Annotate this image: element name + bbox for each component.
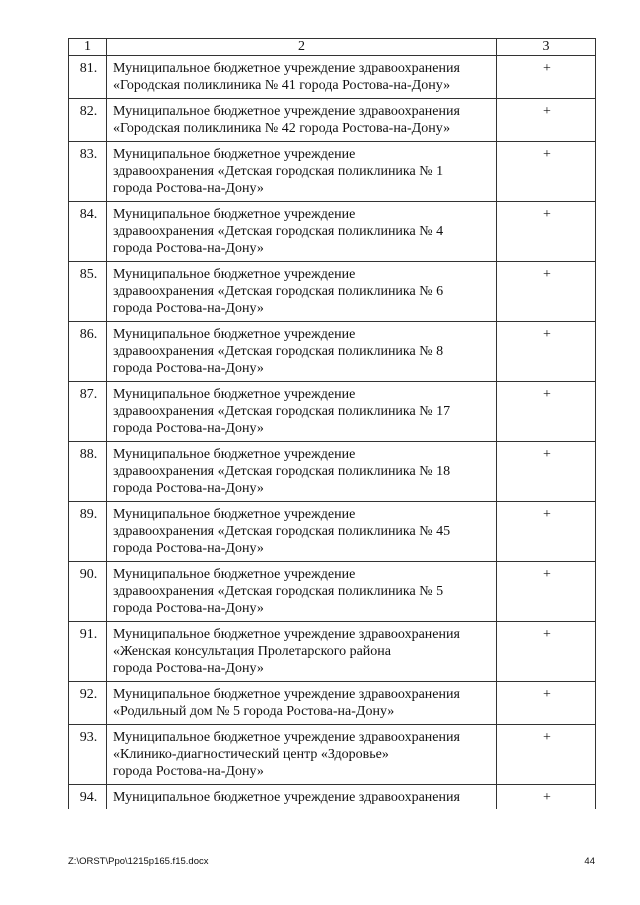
row-number: 89. bbox=[69, 502, 107, 562]
institution-name-line: Муниципальное бюджетное учреждение здравоохранения bbox=[113, 687, 460, 702]
inclusion-mark: + bbox=[497, 56, 596, 99]
institution-name bbox=[107, 502, 497, 562]
institution-name bbox=[107, 622, 497, 682]
institution-name-line: Муниципальное бюджетное учреждение здравоохранения bbox=[113, 104, 460, 119]
institution-name-line: города Ростова-на-Дону» bbox=[113, 601, 264, 616]
inclusion-mark: + bbox=[497, 562, 596, 622]
institution-name-line: Муниципальное бюджетное учреждение bbox=[113, 567, 356, 582]
institution-name-line: Муниципальное бюджетное учреждение здравоохранения bbox=[113, 627, 460, 642]
institution-name-line: города Ростова-на-Дону» bbox=[113, 301, 264, 316]
row-number: 93. bbox=[69, 725, 107, 785]
footer-page-number: 44 bbox=[584, 856, 595, 867]
inclusion-mark: + bbox=[497, 99, 596, 142]
table-header-row bbox=[69, 39, 596, 56]
table-row bbox=[69, 682, 596, 725]
header-cell-2: 2 bbox=[107, 39, 497, 56]
inclusion-mark: + bbox=[497, 322, 596, 382]
inclusion-mark: + bbox=[497, 142, 596, 202]
institution-name-line: города Ростова-на-Дону» bbox=[113, 181, 264, 196]
institution-name-line: здравоохранения «Детская городская поликлиника № 5 bbox=[113, 584, 444, 599]
institution-name-line: Муниципальное бюджетное учреждение bbox=[113, 147, 356, 162]
header-cell-1: 1 bbox=[69, 39, 107, 56]
institution-name-line: Муниципальное бюджетное учреждение здравоохранения bbox=[113, 61, 460, 76]
institution-name-line: здравоохранения «Детская городская поликлиника № 4 bbox=[113, 224, 444, 239]
row-number: 91. bbox=[69, 622, 107, 682]
institution-name-line: «Женская консультация Пролетарского района bbox=[113, 644, 391, 659]
table-row bbox=[69, 56, 596, 99]
inclusion-mark: + bbox=[497, 202, 596, 262]
row-number: 86. bbox=[69, 322, 107, 382]
table-row bbox=[69, 262, 596, 322]
row-number: 82. bbox=[69, 99, 107, 142]
table-row bbox=[69, 202, 596, 262]
table-row bbox=[69, 785, 596, 810]
institution-name-line: «Родильный дом № 5 города Ростова-на-Дону» bbox=[113, 704, 395, 719]
institution-name bbox=[107, 262, 497, 322]
inclusion-mark: + bbox=[497, 682, 596, 725]
footer-file-path: Z:\ORST\Ppo\1215p165.f15.docx bbox=[68, 856, 209, 867]
institution-name bbox=[107, 322, 497, 382]
header-cell-3: 3 bbox=[497, 39, 596, 56]
table-row bbox=[69, 725, 596, 785]
institution-name-line: «Городская поликлиника № 41 города Ростова-на-Дону» bbox=[113, 78, 451, 93]
inclusion-mark: + bbox=[497, 382, 596, 442]
table-row bbox=[69, 562, 596, 622]
institution-name bbox=[107, 725, 497, 785]
table-row bbox=[69, 142, 596, 202]
institution-name-line: «Городская поликлиника № 42 города Ростова-на-Дону» bbox=[113, 121, 451, 136]
institution-name-line: Муниципальное бюджетное учреждение bbox=[113, 507, 356, 522]
institution-name-line: здравоохранения «Детская городская поликлиника № 8 bbox=[113, 344, 444, 359]
table-row bbox=[69, 442, 596, 502]
institution-name-line: Муниципальное бюджетное учреждение bbox=[113, 327, 356, 342]
row-number: 81. bbox=[69, 56, 107, 99]
table-row bbox=[69, 622, 596, 682]
institution-name bbox=[107, 562, 497, 622]
institutions-table bbox=[68, 38, 596, 809]
institution-name-line: здравоохранения «Детская городская поликлиника № 17 bbox=[113, 404, 451, 419]
inclusion-mark: + bbox=[497, 725, 596, 785]
institution-name bbox=[107, 382, 497, 442]
row-number: 87. bbox=[69, 382, 107, 442]
institution-name bbox=[107, 442, 497, 502]
row-number: 85. bbox=[69, 262, 107, 322]
inclusion-mark: + bbox=[497, 502, 596, 562]
table-row bbox=[69, 322, 596, 382]
inclusion-mark: + bbox=[497, 785, 596, 810]
institution-name-line: Муниципальное бюджетное учреждение bbox=[113, 387, 356, 402]
institution-name-line: города Ростова-на-Дону» bbox=[113, 764, 264, 779]
institution-name-line: Муниципальное бюджетное учреждение здравоохранения bbox=[113, 730, 460, 745]
row-number: 92. bbox=[69, 682, 107, 725]
inclusion-mark: + bbox=[497, 262, 596, 322]
inclusion-mark: + bbox=[497, 622, 596, 682]
row-number: 83. bbox=[69, 142, 107, 202]
institution-name bbox=[107, 682, 497, 725]
institution-name-line: Муниципальное бюджетное учреждение здравоохранения bbox=[113, 790, 460, 805]
institution-name bbox=[107, 785, 497, 810]
institution-name-line: Муниципальное бюджетное учреждение bbox=[113, 267, 356, 282]
institution-name-line: «Клинико-диагностический центр «Здоровье» bbox=[113, 747, 389, 762]
institution-name bbox=[107, 56, 497, 99]
row-number: 94. bbox=[69, 785, 107, 810]
institution-name bbox=[107, 142, 497, 202]
institution-name-line: здравоохранения «Детская городская поликлиника № 18 bbox=[113, 464, 451, 479]
institution-name-line: Муниципальное бюджетное учреждение bbox=[113, 447, 356, 462]
table-row bbox=[69, 99, 596, 142]
institution-name-line: города Ростова-на-Дону» bbox=[113, 361, 264, 376]
institution-name-line: здравоохранения «Детская городская поликлиника № 45 bbox=[113, 524, 451, 539]
row-number: 84. bbox=[69, 202, 107, 262]
row-number: 90. bbox=[69, 562, 107, 622]
row-number: 88. bbox=[69, 442, 107, 502]
institution-name-line: здравоохранения «Детская городская поликлиника № 1 bbox=[113, 164, 444, 179]
institution-name bbox=[107, 99, 497, 142]
institution-name-line: Муниципальное бюджетное учреждение bbox=[113, 207, 356, 222]
institution-name-line: здравоохранения «Детская городская поликлиника № 6 bbox=[113, 284, 444, 299]
table-body bbox=[69, 39, 596, 810]
institution-name-line: города Ростова-на-Дону» bbox=[113, 661, 264, 676]
institution-name bbox=[107, 202, 497, 262]
table-row bbox=[69, 382, 596, 442]
institution-name-line: города Ростова-на-Дону» bbox=[113, 541, 264, 556]
inclusion-mark: + bbox=[497, 442, 596, 502]
table-row bbox=[69, 502, 596, 562]
institution-name-line: города Ростова-на-Дону» bbox=[113, 481, 264, 496]
institution-name-line: города Ростова-на-Дону» bbox=[113, 421, 264, 436]
institution-name-line: города Ростова-на-Дону» bbox=[113, 241, 264, 256]
